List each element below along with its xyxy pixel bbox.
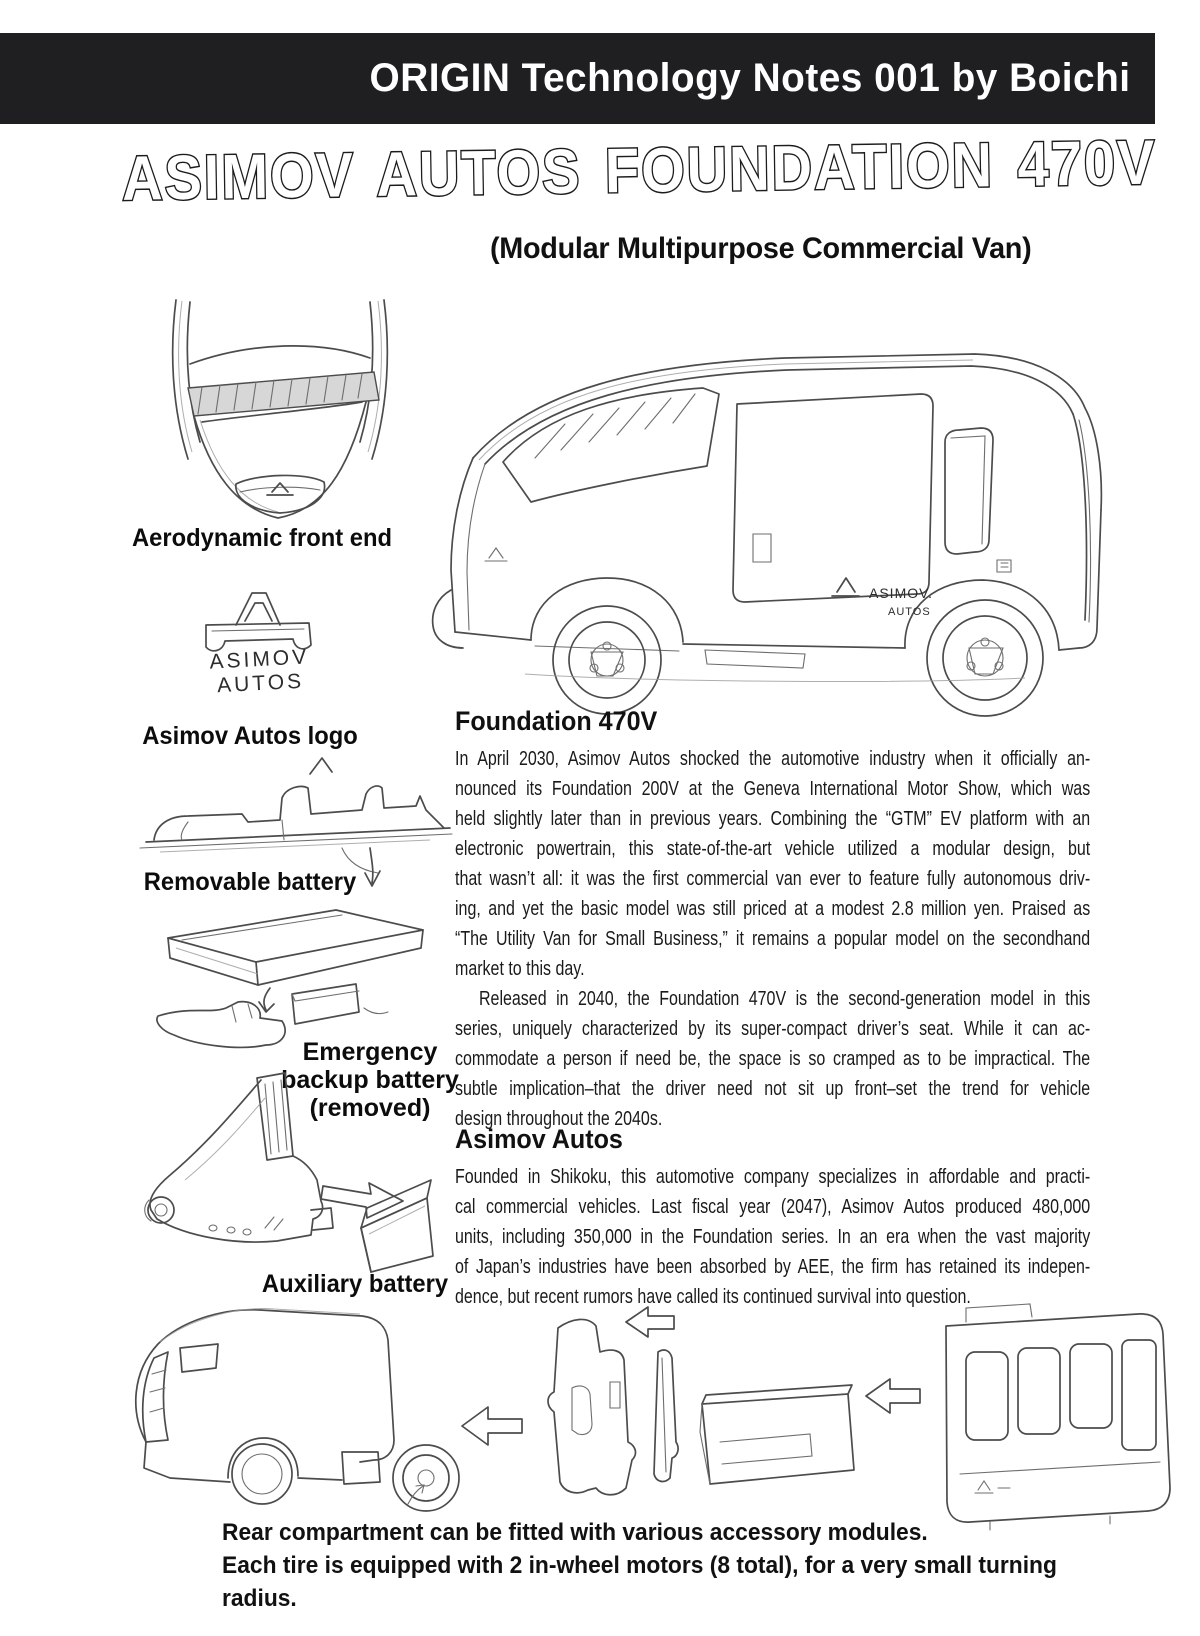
body-line: of Japan’s industries have been absorbed by AEE, the firm has retained its indepen-	[455, 1256, 1091, 1278]
caption-removable-battery: Removable battery	[143, 868, 357, 896]
page-subtitle: (Modular Multipurpose Commercial Van)	[490, 232, 1032, 265]
section-heading-foundation: Foundation 470V	[455, 706, 658, 736]
body-line: units, including 350,000 in the Foundation series. In an era when the vast majority	[455, 1226, 1091, 1248]
body-line: ing, and yet the basic model was still priced at a modest 2.8 million yen. Praised as	[455, 898, 1091, 920]
body-line: market to this day.	[455, 958, 585, 980]
van-logo-subtext: AUTOS	[888, 606, 931, 618]
caption-logo: Asimov Autos logo	[142, 722, 358, 750]
logo-handwriting-line1: ASIMOV	[208, 645, 310, 674]
body-line: Founded in Shikoku, this automotive company specializes in affordable and practi-	[455, 1166, 1091, 1188]
body-line: In April 2030, Asimov Autos shocked the automotive industry when it officially an-	[455, 748, 1091, 770]
paragraph-foundation-2	[455, 984, 1090, 1134]
logo-handwriting-line2: AUTOS	[216, 669, 305, 698]
main-van-sketch	[385, 330, 1165, 710]
caption-front-end: Aerodynamic front end	[132, 524, 392, 552]
body-line: dence, but recent rumors have called its continued survival into question.	[455, 1286, 971, 1308]
removable-battery-sketch	[140, 900, 440, 1050]
header-bar	[0, 33, 1155, 124]
body-line: held slightly later than in previous years. Combining the “GTM” EV platform with an	[455, 808, 1091, 830]
page-title: ASIMOV AUTOS FOUNDATION 470V	[121, 126, 1157, 214]
body-line: cal commercial vehicles. Last fiscal year (2047), Asimov Autos produced 480,000	[455, 1196, 1091, 1218]
caption-emergency-line: backup battery	[281, 1066, 459, 1094]
chassis-sketch	[115, 1058, 450, 1273]
van-logo-text: ASIMOV.	[869, 585, 934, 601]
body-line: Released in 2040, the Foundation 470V is the second-generation model in this	[479, 988, 1091, 1010]
body-line: design throughout the 2040s.	[455, 1108, 663, 1130]
section-heading-asimov: Asimov Autos	[455, 1124, 623, 1154]
body-line: series, uniquely characterized by its super-compact driver’s seat. While it can ac-	[455, 1018, 1091, 1040]
logo-handwriting	[189, 644, 331, 699]
body-line: nounced its Foundation 200V at the Geneva International Motor Show, which was	[455, 778, 1091, 800]
body-line: “The Utility Van for Small Business,” it remains a popular model on the secondhand	[455, 928, 1091, 950]
body-line: that wasn’t all: it was the first commercial van ever to feature fully autonomous driv-	[455, 868, 1091, 890]
body-line: subtle implication–that the driver need not sit up front–set the trend for vehicle	[455, 1078, 1091, 1100]
header-title: ORIGIN Technology Notes 001 by Boichi	[369, 56, 1131, 100]
caption-auxiliary-battery: Auxiliary battery	[261, 1270, 449, 1298]
modules-row-sketch	[110, 1292, 1200, 1504]
paragraph-foundation-1	[455, 744, 1090, 984]
footer-note-line: Rear compartment can be fitted with various accessory modules.	[222, 1519, 928, 1546]
footer-notes	[222, 1516, 1077, 1612]
body-line: commodate a person if need be, the space is so cramped as to be impractical. The	[455, 1048, 1091, 1070]
footer-note-line: Each tire is equipped with 2 in-wheel motors (8 total), for a very small turning radius.	[222, 1552, 1057, 1612]
paragraph-asimov-1	[455, 1162, 1090, 1312]
front-end-sketch	[140, 292, 420, 527]
caption-emergency-line: Emergency	[302, 1038, 438, 1066]
body-line: electronic powertrain, this state-of-the-art vehicle utilized a modular design, but	[455, 838, 1091, 860]
caption-emergency-line: (removed)	[309, 1094, 431, 1122]
